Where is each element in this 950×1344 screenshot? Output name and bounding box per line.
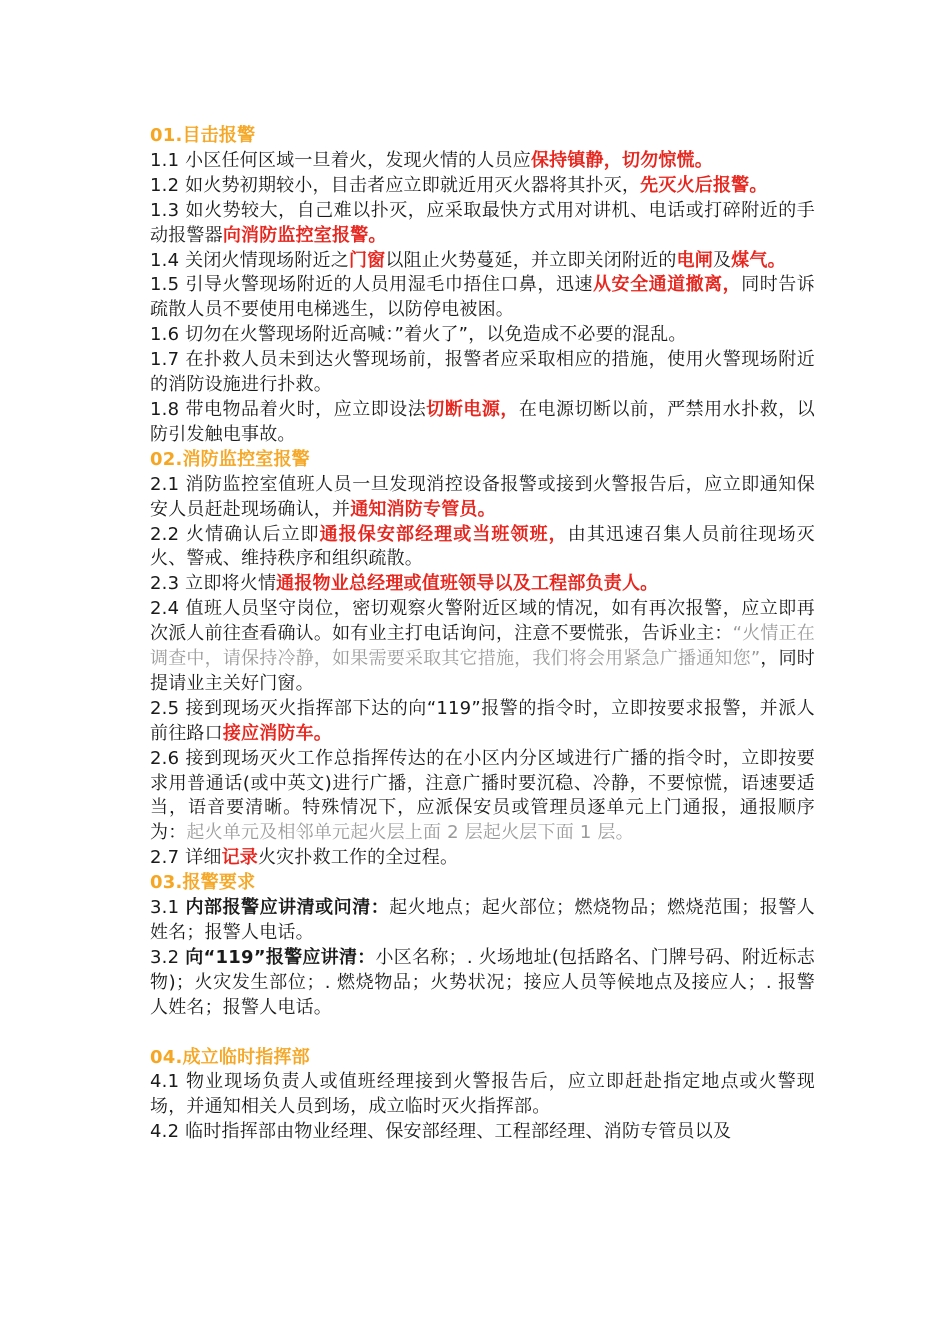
item-text: 2.6 接到现场灭火工作总指挥传达的在小区内分区域进行广播的指令时，立即按要求用普通话(或中英文)进行广播，注意广播时要沉稳、冷静，不要惊慌，语速要适当，语音要清晰。特殊情况下，应派保安员或管理员逐单元上门通报，通报顺序为：: [150, 747, 815, 844]
item-text: 起火地点；起火部位；燃烧物品；燃烧范围；报警人姓名；报警人电话。: [150, 897, 816, 943]
list-item: [150, 249, 815, 274]
item-strong: 内部报警应讲清或问清：: [185, 897, 390, 919]
blank-line: [150, 1021, 815, 1046]
item-text: 1.2 如火势初期较小，目击者应立即就近用灭火器将其扑灭，: [150, 174, 641, 196]
item-number: 3.2: [150, 946, 186, 968]
item-emphasis: 电闸: [676, 249, 713, 271]
item-strong: 向“119”报警应讲清：: [185, 946, 376, 968]
list-item: [150, 273, 815, 323]
item-text: 以阻止火势蔓延，并立即关闭附近的: [385, 249, 677, 271]
item-text: 1.5 引导火警现场附近的人员用湿毛巾捂住口鼻，迅速: [150, 274, 594, 296]
item-muted: 起火单元及相邻单元起火层上面 2 层起火层下面 1 层。: [186, 822, 634, 844]
item-muted: “火情正在调查中，请保持冷静，如果需要采取其它措施，我们将会用紧急广播通知您”: [150, 623, 815, 670]
item-emphasis: 记录: [221, 847, 258, 869]
list-item: [150, 697, 815, 747]
item-text: 2.5 接到现场灭火指挥部下达的向“119”报警的指令时，立即按要求报警，并派人前往路口: [150, 697, 815, 744]
list-item: [150, 199, 815, 249]
item-text: 1.4 关闭火情现场附近之: [150, 249, 349, 271]
list-item: [150, 174, 815, 199]
item-text: 1.6 切勿在火警现场附近高喊：”着火了”，以免造成不必要的混乱。: [150, 324, 687, 346]
list-item: [150, 846, 815, 871]
item-text: 1.8 带电物品着火时，应立即设法: [150, 398, 427, 420]
item-emphasis: 向消防监控室报警。: [222, 224, 387, 246]
item-emphasis: 通知消防专管员。: [350, 498, 496, 520]
item-text: 及: [712, 249, 732, 271]
list-item: [150, 896, 815, 946]
item-number: 3.1: [150, 897, 186, 919]
item-text: 4.1 物业现场负责人或值班经理接到火警报告后，应立即赶赴指定地点或火警现场，并通知相关人员到场，成立临时灭火指挥部。: [150, 1071, 815, 1118]
list-item: [150, 597, 815, 697]
list-item: [150, 323, 815, 348]
item-emphasis: 切断电源，: [426, 398, 519, 420]
section-heading: 02.消防监控室报警: [150, 448, 310, 470]
section-heading: 03.报警要求: [150, 872, 256, 894]
list-item: [150, 747, 815, 847]
item-text: 2.7 详细: [150, 847, 222, 869]
list-item: [150, 946, 815, 1021]
list-item: [150, 473, 815, 523]
list-item: [150, 572, 815, 597]
document-body: [150, 124, 815, 1145]
item-text: 4.2 临时指挥部由物业经理、保安部经理、工程部经理、消防专管员以及: [150, 1121, 732, 1143]
item-text: 2.3 立即将火情: [150, 573, 277, 595]
item-emphasis: 通报物业总经理或值班领导以及工程部负责人。: [276, 573, 659, 595]
list-item: [150, 1070, 815, 1120]
item-text: 2.1 消防监控室值班人员一旦发现消控设备报警或接到火警报告后，应立即通知保安人员赶赴现场确认，并: [150, 473, 815, 520]
list-item: [150, 348, 815, 398]
section-heading: 01.目击报警: [150, 125, 256, 146]
item-text: 火灾扑救工作的全过程。: [257, 847, 459, 869]
list-item: [150, 398, 815, 448]
item-text: 2.4 值班人员坚守岗位，密切观察火警附近区域的情况，如有再次报警，应立即再次派人前往查看确认。如有业主打电话询问，注意不要慌张，告诉业主：: [150, 598, 815, 645]
item-emphasis: 门窗: [348, 249, 386, 271]
item-emphasis: 先灭火后报警。: [640, 174, 768, 196]
item-emphasis: 从安全通道撤离，: [593, 274, 742, 296]
item-text: 在电源切断以前，严禁用水扑救，以防引发触电事故。: [150, 398, 815, 445]
item-emphasis: 通报保安部经理或当班领班，: [319, 523, 568, 545]
item-emphasis: 接应消防车。: [222, 722, 333, 744]
section-heading: 04.成立临时指挥部: [150, 1046, 310, 1068]
item-text: 1.3 如火势较大，自己难以扑灭，应采取最快方式用对讲机、电话或打碎附近的手动报警器: [150, 199, 815, 246]
item-text: 1.1 小区任何区域一旦着火，发现火情的人员应: [150, 149, 531, 171]
list-item: [150, 523, 815, 573]
item-emphasis: 煤气。: [731, 249, 786, 271]
item-text: 2.2 火情确认后立即: [150, 523, 320, 545]
list-item: [150, 1120, 815, 1145]
item-text: 由其迅速召集人员前往现场灭火、警戒、维持秩序和组织疏散。: [150, 523, 815, 570]
item-text: 1.7 在扑救人员未到达火警现场前，报警者应采取相应的措施，使用火警现场附近的消防设施进行扑救。: [150, 349, 815, 396]
item-text: 同时告诉疏散人员不要使用电梯逃生，以防停电被困。: [150, 274, 815, 321]
item-emphasis: 保持镇静，切勿惊慌。: [530, 149, 713, 171]
item-text: 小区名称；. 火场地址(包括路名、门牌号码、附近标志物)；火灾发生部位；. 燃烧物品；火势状况；接应人员等候地点及接应人；. 报警人姓名；报警人电话。: [150, 946, 815, 1018]
item-text: ，同时提请业主关好门窗。: [150, 648, 815, 694]
list-item: [150, 149, 815, 174]
